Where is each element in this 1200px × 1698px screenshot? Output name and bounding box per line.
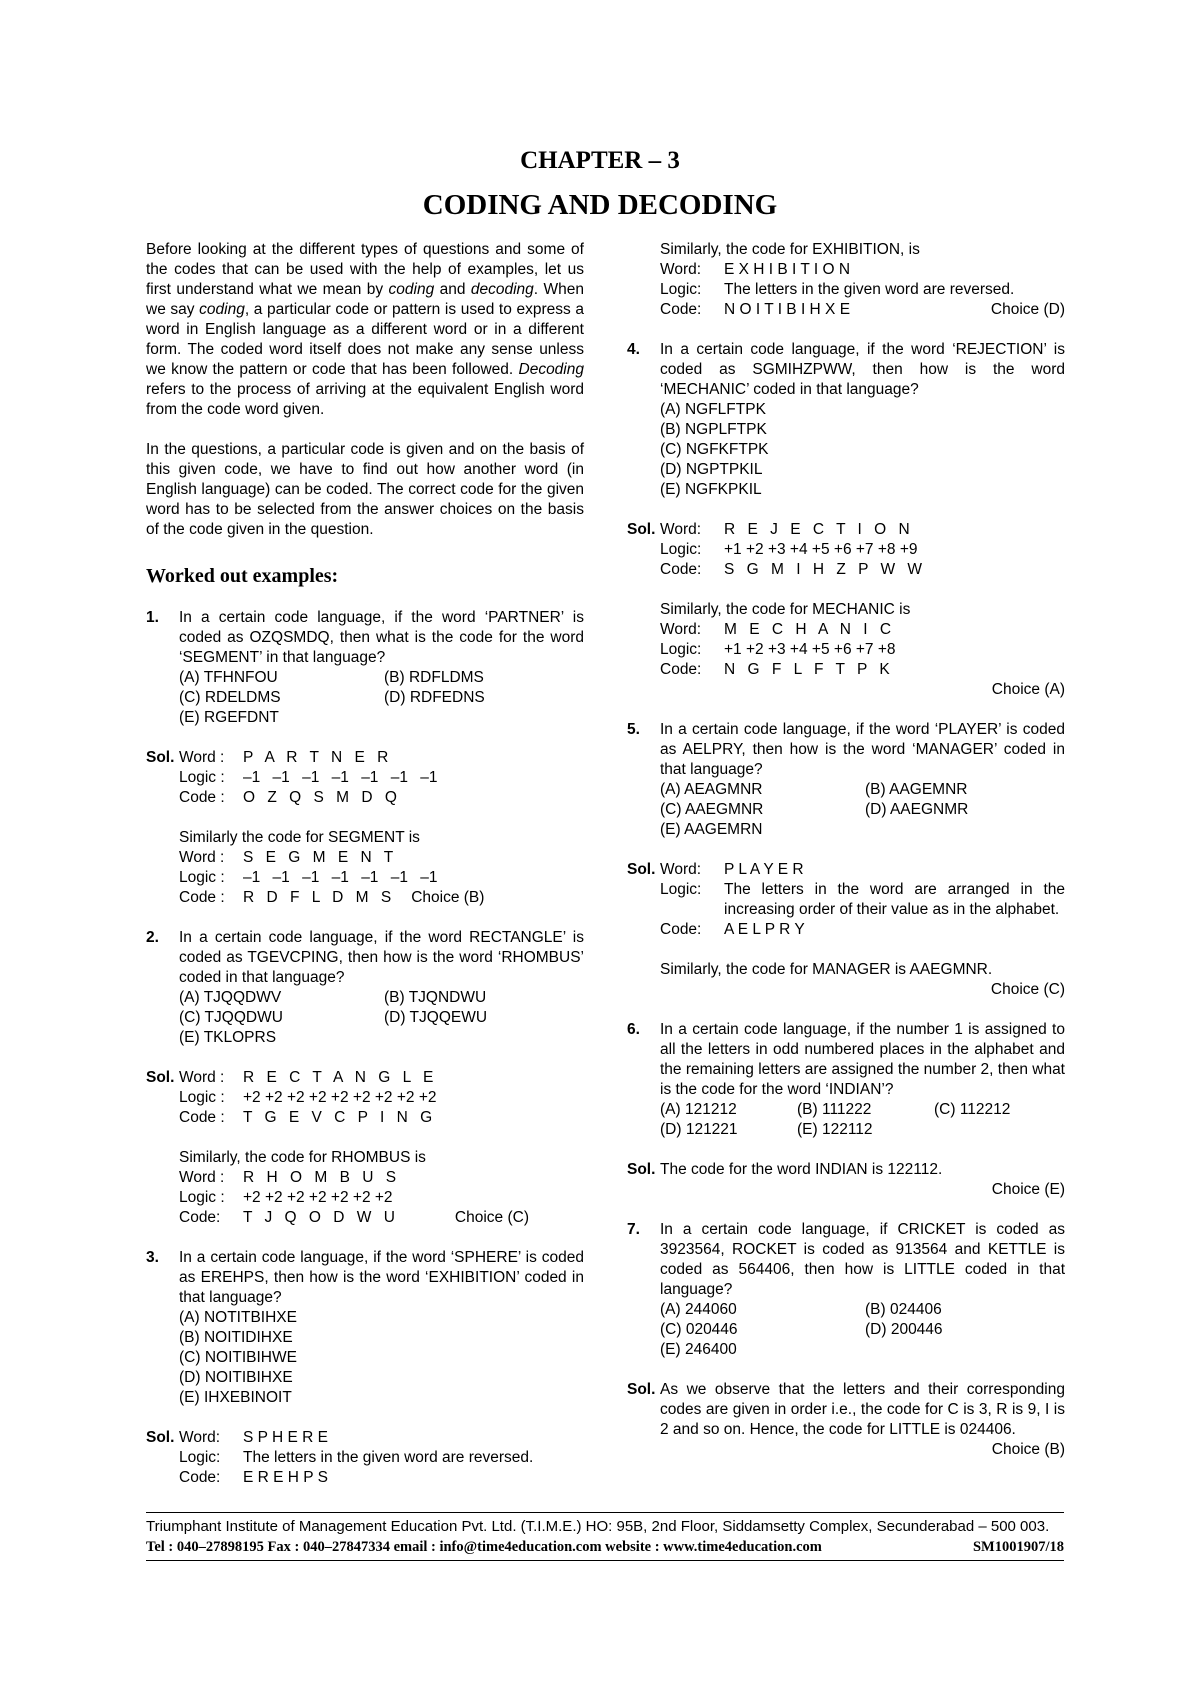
footer-address: Triumphant Institute of Management Education Pvt. Ltd. (T.I.M.E.) HO: 95B, 2nd Floor, Siddamsetty Complex, Secunderabad – 500 003. (146, 1518, 1050, 1535)
option-b: (B) 111222 (797, 1101, 872, 1118)
question-number: 2. (146, 929, 159, 946)
option-d: (D) 121221 (660, 1121, 738, 1138)
solution-6 (627, 1160, 1065, 1200)
question-5 (627, 720, 1065, 840)
option-d: (D) NOITIBIHXE (179, 1369, 293, 1386)
footer-contact-details: Tel : 040–27898195 Fax : 040–27847334 email : info@time4education.com website : www.time4education.com (146, 1539, 822, 1555)
option-a: (A) 244060 (660, 1301, 737, 1318)
question-7 (627, 1220, 1065, 1360)
option-d: (D) 200446 (865, 1321, 943, 1338)
answer-choice: Choice (B) (991, 1441, 1065, 1458)
row-value: +2 +2 +2 +2 +2 +2 +2 +2 +2 (243, 1089, 437, 1106)
option-c: (C) 112212 (934, 1101, 1011, 1118)
option-e: (E) IHXEBINOIT (179, 1389, 292, 1406)
solution-text: The code for the word INDIAN is 122112. (660, 1161, 943, 1178)
option-b: (B) AAGEMNR (865, 781, 968, 798)
question-text: In a certain code language, if the word ‘REJECTION’ is coded as SGMIHZPWW, then how is the word ‘MECHANIC’ coded in that language? (660, 341, 1065, 398)
logic-row (660, 880, 1065, 920)
option-c: (C) 020446 (660, 1321, 738, 1338)
answer-options (660, 1300, 1065, 1360)
row-value: E X H I B I T I O N (724, 261, 851, 278)
solution-3-continued (627, 240, 1065, 320)
option-b: (B) RDFLDMS (384, 669, 484, 686)
option-d: (D) TJQQEWU (384, 1009, 488, 1026)
row-label: Logic: (179, 1449, 221, 1466)
option-b: (B) NOITIDIHXE (179, 1329, 293, 1346)
row-label: Word: (179, 1429, 221, 1446)
intro-text: refers to the process of arriving at the equivalent English word from the code word given. (146, 381, 584, 418)
row-value: T J Q O D W U (243, 1209, 395, 1226)
solution-5 (627, 860, 1065, 1000)
option-c: (C) AAEGMNR (660, 801, 764, 818)
intro-paragraph-2: In the questions, a particular code is given and on the basis of this given code, we have to find out how another word (in English language) can be coded. The correct code for the given word has to be selected from the answer choices on the basis of the code given in the question. (146, 441, 584, 538)
row-label: Logic: (660, 881, 702, 898)
option-e: (E) AAGEMRN (660, 821, 763, 838)
solution-4 (627, 520, 1065, 700)
question-text: In a certain code language, if the word ‘SPHERE’ is coded as EREHPS, then how is the word ‘EXHIBITION’ coded in that language? (179, 1249, 584, 1306)
row-value: T G E V C P I N G (243, 1109, 433, 1126)
word-row (179, 748, 584, 768)
option-a: (A) NOTITBIHXE (179, 1309, 297, 1326)
logic-row (179, 1188, 584, 1208)
row-label: Word: (660, 261, 702, 278)
row-label: Word: (660, 621, 702, 638)
option-d: (D) NGPTPKIL (660, 461, 763, 478)
solution-label: Sol. (146, 1429, 175, 1446)
code-row (179, 1208, 584, 1228)
row-label: Code: (660, 561, 702, 578)
footer-rule-top (146, 1512, 1064, 1513)
row-value: The letters in the given word are reversed. (724, 281, 1015, 298)
option-a: (A) AEAGMNR (660, 781, 763, 798)
question-1 (146, 608, 584, 728)
row-label: Code: (660, 921, 702, 938)
row-value: R E J E C T I O N (724, 521, 910, 538)
option-e: (E) 122112 (797, 1121, 873, 1138)
option-a: (A) TJQQDWV (179, 989, 282, 1006)
row-label: Code : (179, 889, 225, 906)
intro-text: Before looking at the different types of questions and some of the codes that can be used with the help of examples, let us first understand what we mean by (146, 241, 584, 298)
answer-choice: Choice (A) (991, 681, 1065, 698)
answer-options (179, 988, 584, 1048)
option-d: (D) RDFEDNS (384, 689, 485, 706)
solution-label: Sol. (627, 1161, 656, 1178)
row-label: Code: (179, 1209, 221, 1226)
row-value: R H O M B U S (243, 1169, 397, 1186)
question-number: 6. (627, 1021, 640, 1038)
word-row (660, 620, 1065, 640)
logic-row (179, 1088, 584, 1108)
row-label: Code: (179, 1469, 221, 1486)
row-label: Code : (179, 1109, 225, 1126)
answer-choice: Choice (D) (990, 301, 1065, 318)
row-label: Word: (660, 521, 702, 538)
question-number: 5. (627, 721, 640, 738)
row-value: +2 +2 +2 +2 +2 +2 +2 (243, 1189, 393, 1206)
row-value: The letters in the given word are reversed. (243, 1449, 534, 1466)
row-value: P A R T N E R (243, 749, 389, 766)
logic-row (660, 540, 1065, 560)
answer-choice: Choice (C) (990, 981, 1065, 998)
row-value: +1 +2 +3 +4 +5 +6 +7 +8 +9 (724, 541, 918, 558)
option-a: (A) NGFLFTPK (660, 401, 766, 418)
question-text: In a certain code language, if the word RECTANGLE’ is coded as TGEVCPING, then how is the word ‘RHOMBUS’ coded in that language? (179, 929, 584, 986)
solution-7 (627, 1380, 1065, 1458)
row-label: Word: (660, 861, 702, 878)
option-b: (B) TJQNDWU (384, 989, 487, 1006)
word-row (660, 260, 1065, 280)
intro-term: coding (388, 281, 435, 298)
footer-contact (146, 1538, 1064, 1557)
row-value: S P H E R E (243, 1429, 328, 1446)
word-row (179, 848, 584, 868)
worked-examples-heading: Worked out examples: (146, 565, 339, 587)
solution-label: Sol. (627, 861, 656, 878)
row-value: S G M I H Z P W W (724, 561, 923, 578)
footer (146, 1512, 1064, 1561)
answer-options (660, 1100, 1065, 1140)
row-value: N G F L F T P K (724, 661, 890, 678)
page-title: CODING AND DECODING (422, 189, 778, 221)
code-row (660, 920, 1065, 940)
similarly-text: Similarly, the code for EXHIBITION, is (660, 241, 920, 258)
question-4 (627, 340, 1065, 500)
row-value: The letters in the word are arranged in the increasing order of their value as in the alphabet. (724, 881, 1065, 918)
intro-term: coding (199, 301, 245, 318)
solution-1 (146, 748, 584, 908)
question-number: 3. (146, 1249, 159, 1266)
option-e: (E) 246400 (660, 1341, 737, 1358)
question-number: 7. (627, 1221, 640, 1238)
row-value: A E L P R Y (724, 921, 805, 938)
right-column (627, 240, 1065, 1460)
row-label: Logic : (179, 869, 225, 886)
logic-row (179, 1448, 584, 1468)
logic-row (179, 868, 584, 888)
footer-rule-bottom (146, 1560, 1064, 1561)
left-column (146, 240, 584, 1488)
solution-label: Sol. (146, 1069, 175, 1086)
question-3 (146, 1248, 584, 1408)
code-row (179, 788, 584, 808)
code-row (179, 1108, 584, 1128)
solution-label: Sol. (627, 521, 656, 538)
row-value: S E G M E N T (243, 849, 394, 866)
option-a: (A) 121212 (660, 1101, 737, 1118)
answer-choice: Choice (B) (411, 889, 485, 906)
code-row (660, 660, 1065, 680)
row-label: Logic : (179, 1189, 225, 1206)
row-value: P L A Y E R (724, 861, 804, 878)
intro-paragraph-1 (146, 240, 584, 420)
word-row (179, 1168, 584, 1188)
solution-label: Sol. (146, 749, 175, 766)
intro-text: . When we say (146, 281, 584, 318)
question-number: 4. (627, 341, 640, 358)
similarly-text: Similarly, the code for RHOMBUS is (179, 1149, 426, 1166)
row-value: R D F L D M S (243, 889, 392, 906)
question-text: In a certain code language, if CRICKET is coded as 3923564, ROCKET is coded as 913564 and KETTLE is coded as 564406, then how is LITTLE coded in that language? (660, 1221, 1065, 1298)
row-label: Word : (179, 1069, 225, 1086)
row-value: N O I T I B I H X E (724, 301, 851, 318)
option-d: (D) AAEGNMR (865, 801, 969, 818)
similarly-text: Similarly, the code for MECHANIC is (660, 601, 911, 618)
option-c: (C) NOITIBIHWE (179, 1349, 297, 1366)
solution-2 (146, 1068, 584, 1228)
option-b: (B) NGPLFTPK (660, 421, 767, 438)
intro-term: decoding (470, 281, 534, 298)
row-value: R E C T A N G L E (243, 1069, 434, 1086)
row-label: Code: (660, 661, 702, 678)
row-label: Logic : (179, 769, 225, 786)
row-value: –1 –1 –1 –1 –1 –1 –1 (243, 769, 438, 786)
logic-row (660, 280, 1065, 300)
logic-row (660, 640, 1065, 660)
row-label: Logic : (179, 1089, 225, 1106)
row-value: –1 –1 –1 –1 –1 –1 –1 (243, 869, 438, 886)
option-e: (E) TKLOPRS (179, 1029, 277, 1046)
intro-term: Decoding (518, 361, 584, 378)
similarly-text: Similarly the code for SEGMENT is (179, 829, 420, 846)
word-row (179, 1068, 584, 1088)
intro-text: and (434, 281, 471, 298)
row-value: E R E H P S (243, 1469, 328, 1486)
footer-document-code: SM1001907/18 (972, 1539, 1064, 1555)
option-c: (C) RDELDMS (179, 689, 281, 706)
row-value: M E C H A N I C (724, 621, 892, 638)
question-text: In a certain code language, if the number 1 is assigned to all the letters in odd numbered places in the alphabet and the remaining letters are assigned the number 2, then what is the code for the word ‘INDIAN’? (660, 1021, 1065, 1098)
row-label: Logic: (660, 281, 702, 298)
answer-choice: Choice (E) (991, 1181, 1065, 1198)
row-label: Code : (179, 789, 225, 806)
answer-options (660, 780, 1065, 840)
logic-row (179, 768, 584, 788)
code-row (179, 1468, 584, 1488)
answer-options (179, 668, 584, 728)
row-label: Logic: (660, 641, 702, 658)
row-value: O Z Q S M D Q (243, 789, 397, 806)
row-label: Code: (660, 301, 702, 318)
question-text: In a certain code language, if the word ‘PARTNER’ is coded as OZQSMDQ, then what is the code for the word ‘SEGMENT’ in that language? (179, 609, 584, 666)
chapter-label: CHAPTER – 3 (520, 147, 680, 174)
solution-label: Sol. (627, 1381, 656, 1398)
option-b: (B) 024406 (865, 1301, 942, 1318)
word-row (660, 860, 1065, 880)
option-a: (A) TFHNFOU (179, 669, 278, 686)
intro-text: , a particular code or pattern is used to express a word in English language as a different word or in a different form. The coded word itself does not make any sense unless we know the pattern or code that has been followed. (146, 301, 584, 378)
option-c: (C) TJQQDWU (179, 1009, 283, 1026)
code-row (179, 888, 584, 908)
word-row (179, 1428, 584, 1448)
solution-body: As we observe that the letters and their corresponding codes are given in order i.e., the code for C is 3, R is 9, I is 2 and so on. Hence, the code for LITTLE is 024406. (660, 1381, 1065, 1438)
similarly-text: Similarly, the code for MANAGER is AAEGMNR. (660, 961, 993, 978)
code-row (660, 560, 1065, 580)
row-value: +1 +2 +3 +4 +5 +6 +7 +8 (724, 641, 896, 658)
answer-choice: Choice (C) (454, 1209, 529, 1226)
word-row (660, 520, 1065, 540)
row-label: Word : (179, 749, 225, 766)
option-e: (E) NGFKPKIL (660, 481, 762, 498)
question-2 (146, 928, 584, 1048)
question-6 (627, 1020, 1065, 1140)
row-label: Word : (179, 1169, 225, 1186)
option-c: (C) NGFKFTPK (660, 441, 769, 458)
option-e: (E) RGEFDNT (179, 709, 279, 726)
solution-text (660, 1380, 1065, 1458)
solution-3 (146, 1428, 584, 1488)
question-text: In a certain code language, if the word ‘PLAYER’ is coded as AELPRY, then how is the word ‘MANAGER’ coded in that language? (660, 721, 1065, 778)
row-label: Word : (179, 849, 225, 866)
row-label: Logic: (660, 541, 702, 558)
question-number: 1. (146, 609, 159, 626)
code-row (660, 300, 1065, 320)
intro (146, 240, 584, 540)
